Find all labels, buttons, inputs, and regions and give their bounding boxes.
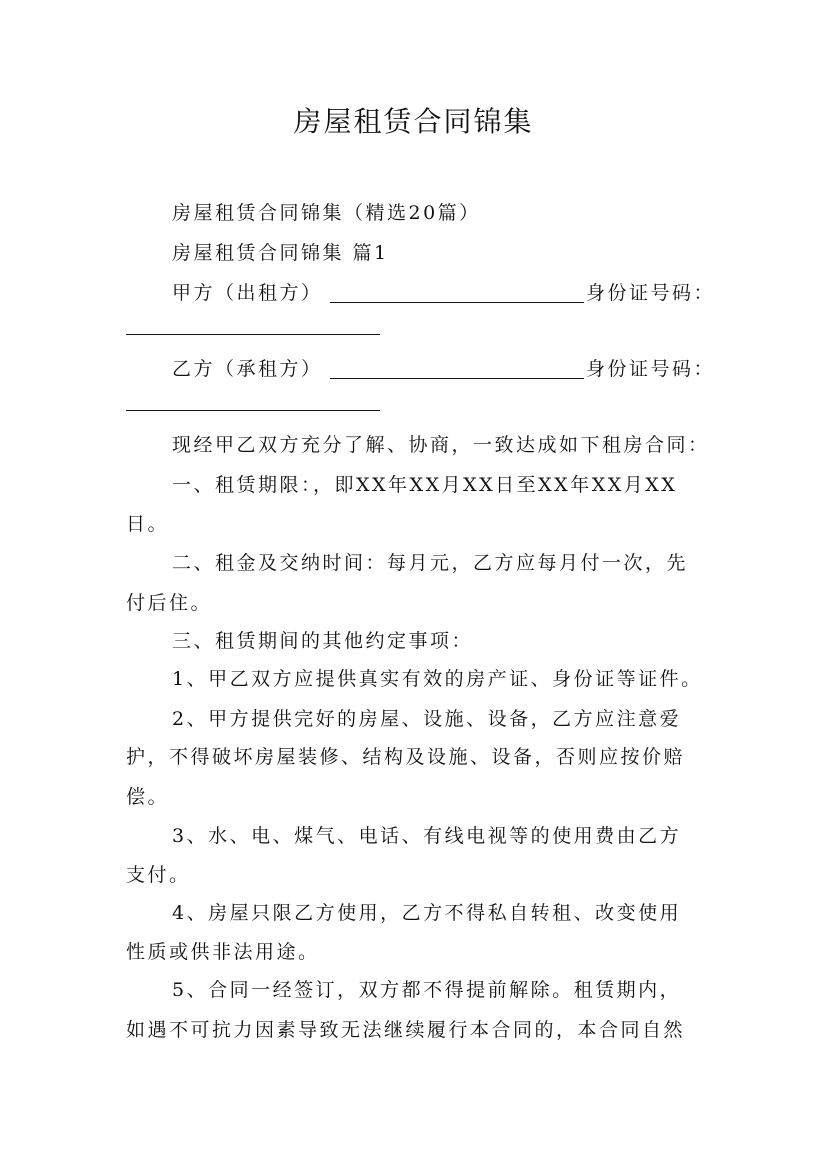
clause-2-line-1: 二、租金及交纳时间：每月元，乙方应每月付一次，先: [172, 552, 689, 574]
clause-2-line-2: 付后住。: [126, 592, 213, 614]
item-2-line-2: 护，不得破坏房屋装修、结构及设施、设备，否则应按价赔: [126, 746, 686, 768]
item-3-line-2: 支付。: [126, 864, 191, 886]
item-2-line-1: 2、甲方提供完好的房屋、设施、设备，乙方应注意爱: [172, 708, 682, 730]
item-1: 1、甲乙双方应提供真实有效的房产证、身份证等证件。: [172, 668, 703, 690]
chapter-heading: 房屋租赁合同锦集 篇1: [172, 242, 389, 264]
item-5-line-2: 如遇不可抗力因素导致无法继续履行本合同的，本合同自然: [126, 1019, 686, 1041]
item-4-line-2: 性质或供非法用途。: [126, 941, 320, 963]
party-b-label: 乙方（承租方）: [172, 358, 323, 380]
party-a-id-label: 身份证号码：: [586, 282, 716, 304]
intro-paragraph: 现经甲乙双方充分了解、协商，一致达成如下租房合同：: [172, 434, 710, 456]
clause-1-line-2: 日。: [126, 513, 170, 535]
item-2-line-3: 偿。: [126, 786, 170, 808]
party-a-id-blank[interactable]: [126, 334, 380, 335]
party-b-id-label: 身份证号码：: [586, 358, 716, 380]
item-5-line-1: 5、合同一经签订，双方都不得提前解除。租赁期内，: [172, 979, 682, 1001]
party-a-name-blank[interactable]: [330, 302, 584, 303]
party-b-name-blank[interactable]: [330, 378, 584, 379]
page-title: 房屋租赁合同锦集: [293, 105, 534, 138]
item-3-line-1: 3、水、电、煤气、电话、有线电视等的使用费由乙方: [172, 825, 682, 847]
subtitle-line: 房屋租赁合同锦集（精选20篇）: [172, 202, 481, 224]
clause-1-line-1: 一、租赁期限：，即XX年XX月XX日至XX年XX月XX: [172, 474, 678, 496]
party-b-id-blank[interactable]: [126, 410, 380, 411]
item-4-line-1: 4、房屋只限乙方使用，乙方不得私自转租、改变使用: [172, 902, 682, 924]
clause-3-heading: 三、租赁期间的其他约定事项：: [172, 630, 474, 652]
party-a-label: 甲方（出租方）: [172, 282, 323, 304]
